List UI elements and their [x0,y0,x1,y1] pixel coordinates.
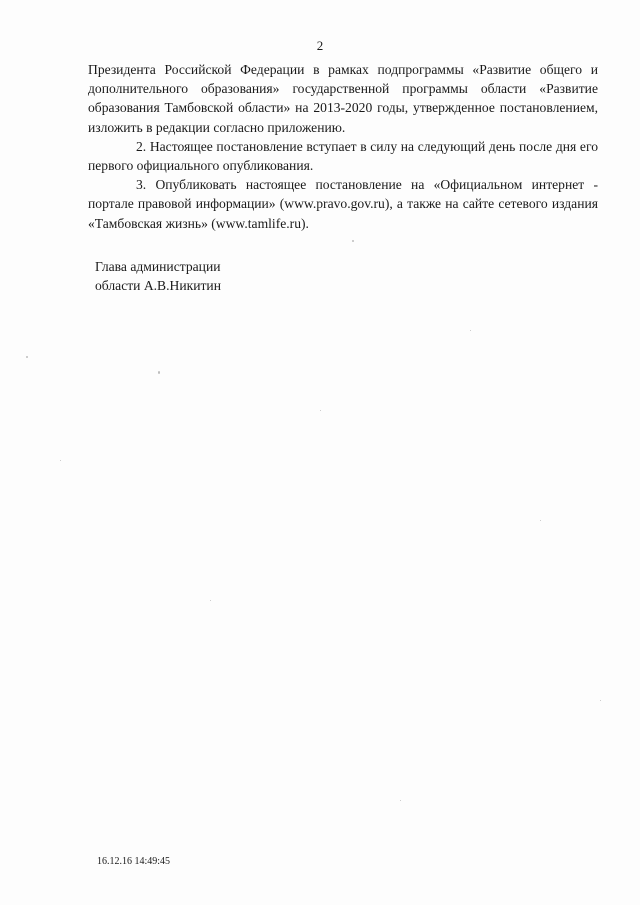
signature-block [95,257,221,295]
print-timestamp: 16.12.16 14:49:45 [97,856,171,867]
scan-speck [210,600,211,601]
document-body [88,60,598,233]
scan-speck [26,356,28,358]
scan-speck [600,700,601,701]
scan-speck [158,371,160,374]
scan-speck [400,800,401,801]
paragraph-2: 2. Настоящее постановление вступает в силу на следующий день после дня его первого официального опубликования. [88,138,598,174]
scan-speck [470,330,471,331]
scan-speck [540,520,541,521]
paragraph-3: 3. Опубликовать настоящее постановление на «Официальном интернет - портале правовой информации» (www.pravo.gov.ru), а также на сайте сетевого издания «Тамбовская жизнь» (www.tamlife.ru). [88,177,598,231]
signature-title: Глава администрации [95,259,221,274]
scan-speck [352,240,354,242]
signature-name: области А.В.Никитин [95,278,221,293]
scan-speck [320,410,321,411]
paragraph-continuation: Президента Российской Федерации в рамках подпрограммы «Развитие общего и дополнительного образования» государственной программы области «Развитие образования Тамбовской области» на 2013-2020 годы, утвержденное постановлением, изложить в редакции согласно приложению. [88,62,598,135]
page-number: 2 [316,38,324,53]
scan-speck [60,460,61,461]
